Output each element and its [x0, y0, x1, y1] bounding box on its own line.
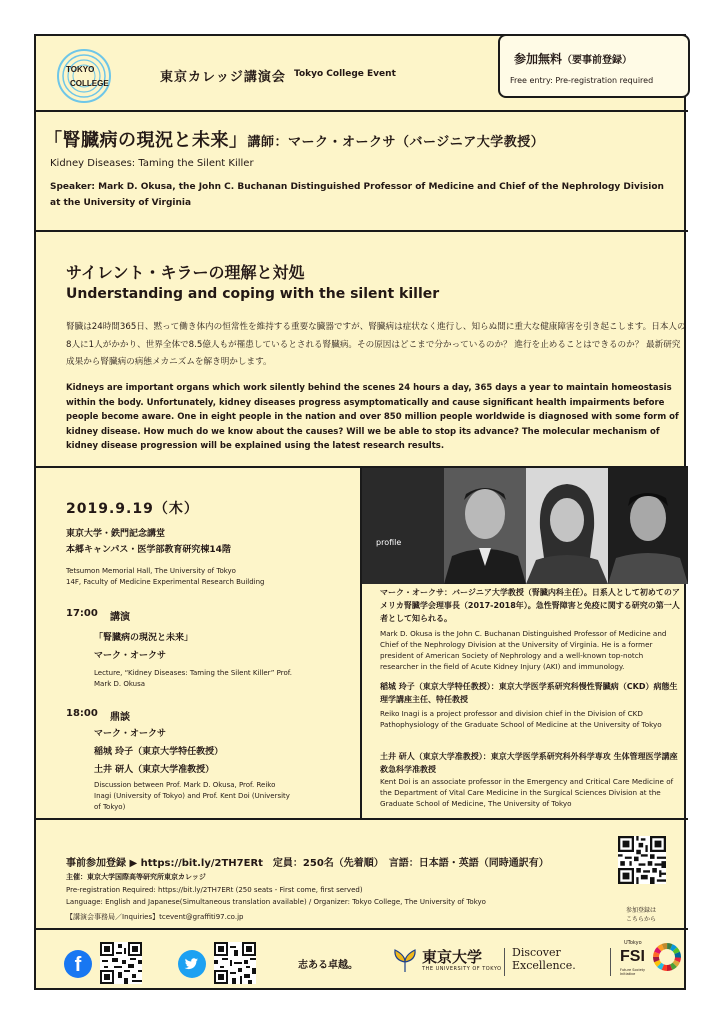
portrait-mark-okusa — [444, 468, 526, 584]
schedule-line: 稲城 玲子（東京大学特任教授） — [94, 747, 224, 757]
logo-line1: TOKYO — [66, 65, 95, 74]
schedule-line: マーク・オークサ — [94, 729, 167, 739]
language-en: Language: English and Japanese(Simultaneous translation available) / Organizer: Tokyo College, The University of Tokyo — [66, 898, 486, 906]
schedule-line: マーク・オークサ — [94, 651, 167, 661]
venue-jp-line2: 本郷キャンパス・医学部教育研究棟14階 — [66, 545, 231, 555]
ut-motto: 志ある卓越。 — [298, 960, 358, 971]
fsi-top-label: UTokyo — [624, 940, 642, 946]
schedule-en: Lecture, “Kidney Diseases: Taming the Silent Killer” Prof. Mark D. Okusa — [94, 669, 292, 688]
bio-inagi-en: Reiko Inagi is a project professor and division chief in the Division of CKD Pathophysiology of the Graduate School of Medicine at the University of Tokyo — [380, 709, 662, 729]
free-entry-box — [498, 34, 690, 98]
separator — [504, 948, 505, 976]
divider — [36, 928, 688, 930]
ut-ginkgo-icon — [392, 946, 418, 974]
profile-photo-strip — [362, 468, 688, 584]
prereg-en: Pre-registration Required: https://bit.ly/2TH7ERt (250 seats - First come, first served) — [66, 886, 363, 894]
description-jp: 腎臓は24時間365日、黙って働き体内の恒常性を維持する重要な臓器ですが、腎臓病は症状なく進行し、知らぬ間に重大な健康障害を引き起こします。日本人の8人に1人がかかり、世界全体で8.5億人もが罹患しているとされる腎臓病。その原因はどこまで分かっているのか？ 進行を止めることはできるのか？ 最新研究成果から腎臓病の病態メカニズムを解き明かします。 — [66, 322, 686, 367]
lecture-speaker-en: Speaker: Mark D. Okusa, the John C. Buchanan Distinguished Professor of Medicine and Chief of the Nephrology Division at the University of Virginia — [50, 182, 664, 208]
bio-okusa-jp: マーク・オークサ：バージニア大学教授（腎臓内科主任）。日系人として初めてのアメリカ腎臓学会理事長（2017-2018年）。急性腎障害と免疫に関する研究の第一人者として知られる。 — [380, 588, 680, 623]
organizer-jp: 主催：東京大学国際高等研究所東京カレッジ — [66, 873, 206, 881]
bio-doi-jp: 土井 研人（東京大学准教授）：東京大学医学系研究科外科学専攻 生体管理医学講座 救急科学准教授 — [380, 752, 678, 774]
ut-name-en: THE UNIVERSITY OF TOKYO — [422, 966, 502, 972]
fsi-logo: FSI — [620, 948, 645, 965]
divider — [36, 230, 688, 232]
portrait-kent-doi — [608, 468, 688, 584]
facebook-qr-code[interactable] — [100, 942, 142, 984]
qr-caption — [616, 906, 666, 924]
theme-title-jp: サイレント・キラーの理解と対処 — [66, 263, 305, 282]
venue-en-line1: Tetsumon Memorial Hall, The University of Tokyo — [66, 567, 236, 575]
lecture-speaker-jp: 講師：マーク・オークサ（バージニア大学教授） — [247, 135, 545, 150]
divider — [36, 818, 688, 820]
qr-caption-line2: こちらから — [625, 916, 656, 923]
bio-okusa-en: Mark D. Okusa is the John C. Buchanan Distinguished Professor of Medicine and Chief of the Nephrology Division at the University of Virginia. He is a former president of American Society of Nephrology and a well-known top-notch researcher in the field of Acute Kidney Injury (AKI) and immunology. — [380, 629, 667, 671]
free-entry-label: 参加無料 — [514, 52, 563, 66]
schedule-time: 18:00 — [66, 708, 98, 719]
schedule-label: 鼎談 — [110, 712, 130, 723]
twitter-qr-code[interactable] — [214, 942, 256, 984]
schedule-time: 17:00 — [66, 608, 98, 619]
description-en: Kidneys are important organs which work silently behind the scenes 24 hours a day, 365 days a year to maintain homeostasis within the body. Unfortunately, kidney diseases progress asymptomatically and cause significant health impairments before people become aware. One in eight people in the nation and over 850 million people worldwide is diagnosed with some form of kidney disease. How much do we know about the causes? Will we be able to stop its advance? The molecular mechanism of kidney disease progression will be explained using the latest research results. — [66, 383, 679, 451]
fsi-subtitle: Future Society Initiative — [620, 968, 646, 976]
schedule-label: 講演 — [110, 612, 130, 623]
lecture-title-text: 「腎臓病の現況と未来」 — [44, 130, 248, 151]
separator — [610, 948, 611, 976]
event-series-jp: 東京カレッジ講演会 — [160, 70, 286, 85]
sdgs-wheel-icon — [652, 942, 682, 972]
event-series-en: Tokyo College Event — [294, 69, 396, 79]
inquiries[interactable]: 【講演会事務局／Inquiries】tcevent@graffiti97.co.jp — [66, 913, 244, 921]
profile-label: profile — [376, 538, 402, 547]
portrait-reiko-inagi — [526, 468, 608, 584]
qr-caption-line1: 参加登録は — [625, 907, 656, 914]
divider — [36, 110, 688, 112]
tokyo-college-logo — [48, 46, 120, 106]
logo-line2: COLLEGE — [70, 79, 109, 88]
venue-en — [66, 566, 265, 588]
theme-title-en: Understanding and coping with the silent killer — [66, 286, 440, 302]
poster — [34, 34, 686, 990]
discover-excellence — [512, 946, 576, 972]
lecture-title-jp — [44, 126, 544, 152]
free-entry-note: （要事前登録） — [562, 55, 633, 66]
venue-jp — [66, 526, 231, 558]
schedule-line: 土井 研人（東京大学准教授） — [94, 765, 215, 775]
registration-qr-code[interactable] — [618, 836, 666, 884]
registration-line[interactable]: 事前参加登録 ▶ https://bit.ly/2TH7ERt 定員：250名（先着順） 言語：日本語・英語（同時通訳有） — [66, 858, 549, 869]
facebook-icon[interactable]: f — [64, 950, 92, 978]
venue-en-line2: 14F, Faculty of Medicine Experimental Research Building — [66, 578, 265, 586]
schedule-line: 「腎臓病の現況と未来」 — [94, 633, 194, 643]
free-entry-en: Free entry: Pre-registration required — [510, 76, 654, 85]
venue-jp-line1: 東京大学・鉄門記念講堂 — [66, 529, 166, 539]
ut-name-jp: 東京大学 — [422, 948, 483, 966]
lecture-title-en: Kidney Diseases: Taming the Silent Killer — [50, 158, 254, 169]
schedule-en: Discussion between Prof. Mark D. Okusa, Prof. Reiko Inagi (University of Tokyo) and Prof. Kent Doi (University of Tokyo) — [94, 781, 290, 811]
bio-doi-en: Kent Doi is an associate professor in the Emergency and Critical Care Medicine of the Department of Vital Care Medicine in the Surgical Sciences Division at the Graduate School of Medicine, The University of Tokyo — [380, 777, 674, 808]
twitter-icon[interactable] — [178, 950, 206, 978]
discover-line2: Excellence. — [512, 959, 576, 972]
discover-line1: Discover — [512, 946, 561, 959]
event-date: 2019.9.19（木） — [66, 501, 199, 517]
free-entry-jp — [514, 50, 632, 67]
bio-inagi-jp: 稲城 玲子（東京大学特任教授）：東京大学医学系研究科慢性腎臓病（CKD）病態生理学講座主任、特任教授 — [380, 682, 678, 704]
